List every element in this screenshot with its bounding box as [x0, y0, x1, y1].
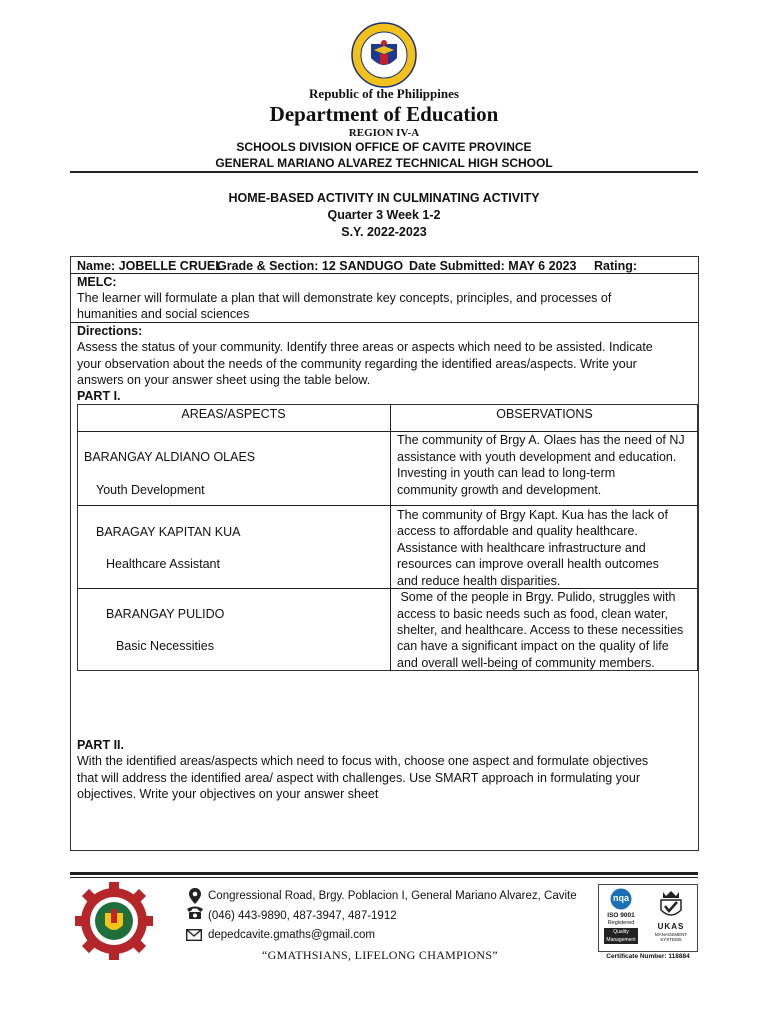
row-3-observation-line-2: access to basic needs such as food, clean water, — [397, 607, 668, 621]
student-name: Name: JOBELLE CRUEL — [77, 259, 223, 273]
melc-divider — [70, 322, 699, 323]
row-2-barangay: BARAGAY KAPITAN KUA — [96, 525, 241, 539]
cert-number: Certificate Number: 118884 — [606, 953, 690, 960]
cert-ukas-label: UKAS — [657, 922, 685, 931]
part-2-line-1: With the identified areas/aspects which need to focus with, choose one aspect and formulate objectives — [77, 754, 649, 768]
grade-section: Grade & Section: 12 SANDUGO — [217, 259, 404, 273]
row-2-aspect: Healthcare Assistant — [106, 557, 220, 571]
row-2-observation-line-1: The community of Brgy Kapt. Kua has the lack of — [397, 508, 668, 522]
row-1-observation-line-3: Investing in youth can lead to long-term — [397, 466, 616, 480]
directions-label: Directions: — [77, 324, 143, 338]
footer-address: Congressional Road, Brgy. Poblacion I, General Mariano Alvarez, Cavite — [208, 890, 577, 902]
directions-line-1: Assess the status of your community. Identify three areas or aspects which need to be assisted. Indicate — [77, 340, 653, 354]
email-envelope-icon — [186, 928, 202, 940]
row-3-observation-line-3: shelter, and healthcare. Access to these necessities — [397, 623, 684, 637]
cert-iso-label: ISO 9001 — [607, 912, 635, 919]
row-1-observation-line-4: community growth and development. — [397, 483, 602, 497]
table-header-areas: AREAS/ASPECTS — [181, 407, 286, 421]
info-row-divider — [70, 273, 699, 274]
part-2-line-3: objectives. Write your objectives on your answer sheet — [77, 787, 379, 801]
republic-line: Republic of the Philippines — [309, 86, 459, 101]
quarter-line: Quarter 3 Week 1-2 — [327, 208, 441, 222]
rating-label: Rating: — [594, 259, 638, 273]
melc-text-line-2: humanities and social sciences — [77, 307, 250, 321]
row-2-observation-line-4: resources can improve overall health outcomes — [397, 557, 659, 571]
school-name: GENERAL MARIANO ALVAREZ TECHNICAL HIGH SCHOOL — [215, 156, 553, 170]
row-3-aspect: Basic Necessities — [116, 639, 214, 653]
row-2-observation-line-2: access to affordable and quality healthcare. — [397, 524, 638, 538]
row-1-observation-line-2: assistance with youth development and education. — [397, 450, 677, 464]
cert-registered-label: Registered — [607, 920, 635, 926]
table-col-divider — [390, 404, 391, 671]
row-2-observation-line-5: and reduce health disparities. — [397, 574, 561, 588]
phone-icon — [185, 905, 205, 919]
school-gear-logo — [74, 881, 154, 961]
header-divider — [70, 171, 698, 173]
school-year-line: S.Y. 2022-2023 — [341, 225, 427, 239]
row-1-aspect: Youth Development — [96, 483, 205, 497]
part-2-line-2: that will address the identified area/ aspect with challenges. Use SMART approach in formulating your — [77, 771, 641, 785]
table-row-divider-1 — [77, 505, 698, 506]
footer-divider-thick — [70, 872, 698, 875]
footer-motto: “GMATHSIANS, LIFELONG CHAMPIONS” — [262, 948, 498, 962]
row-1-observation-line-1: The community of Brgy A. Olaes has the need of NJ — [397, 433, 685, 447]
row-3-barangay: BARANGAY PULIDO — [106, 607, 225, 621]
table-header-observations: OBSERVATIONS — [496, 407, 593, 421]
directions-line-3: answers on your answer sheet using the table below. — [77, 373, 371, 387]
melc-label: MELC: — [77, 275, 117, 289]
row-1-barangay: BARANGAY ALDIANO OLAES — [84, 450, 256, 464]
footer-email: depedcavite.gmaths@gmail.com — [208, 929, 376, 941]
part-2-label: PART II. — [77, 738, 124, 752]
footer-phone: (046) 443-9890, 487-3947, 487-1912 — [208, 910, 397, 922]
cert-quality-management: Quality Management — [604, 928, 638, 944]
part-1-label: PART I. — [77, 389, 121, 403]
division-line: SCHOOLS DIVISION OFFICE OF CAVITE PROVINCE — [236, 140, 532, 154]
activity-title: HOME-BASED ACTIVITY IN CULMINATING ACTIVITY — [228, 191, 540, 205]
date-submitted: Date Submitted: MAY 6 2023 — [409, 259, 577, 273]
row-3-observation-line-1: Some of the people in Brgy. Pulido, struggles with — [397, 590, 676, 604]
department-title: Department of Education — [269, 102, 499, 126]
row-2-observation-line-3: Assistance with healthcare infrastructure and — [397, 541, 646, 555]
row-3-observation-line-5: and overall well-being of community members. — [397, 656, 655, 670]
directions-line-2: your observation about the needs of the community regarding the identified areas/aspects. Write your — [77, 357, 637, 371]
cert-management-systems: MANAGEMENT SYSTEMS — [654, 932, 688, 942]
ukas-crown-check-icon — [655, 888, 687, 920]
location-pin-icon — [188, 888, 202, 904]
nqa-logo-text: nqa — [612, 893, 629, 903]
deped-seal-logo — [347, 22, 421, 88]
footer-divider-thin — [70, 877, 698, 878]
row-3-observation-line-4: can have a significant impact on the quality of life — [397, 639, 669, 653]
region-line: REGION IV-A — [348, 127, 420, 139]
melc-text-line-1: The learner will formulate a plan that will demonstrate key concepts, principles, and processes of — [77, 291, 612, 305]
